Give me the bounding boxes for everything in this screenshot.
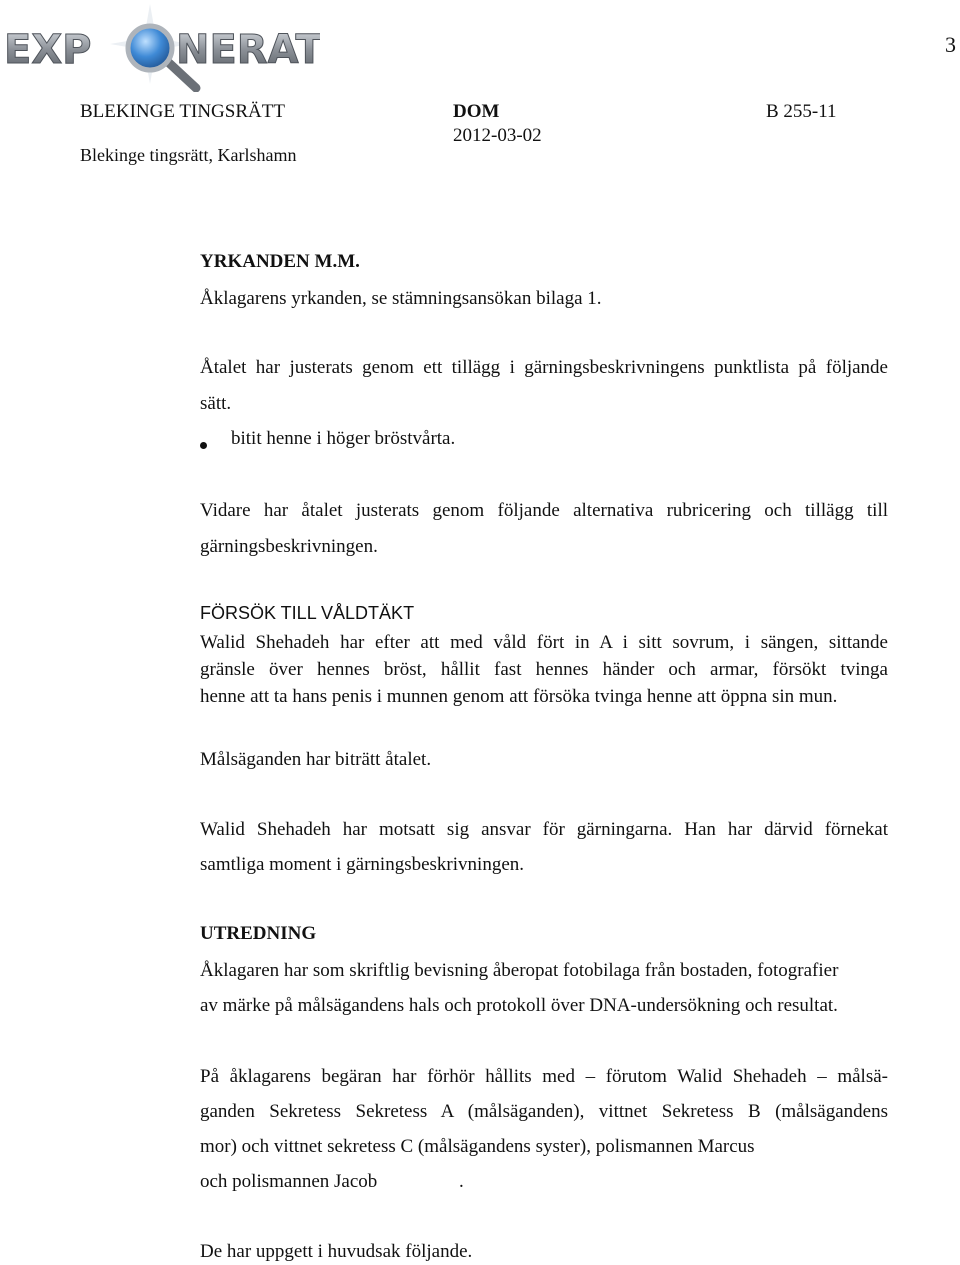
paragraph-forhor-line4-end: .: [459, 1171, 464, 1192]
case-number: B 255-11: [766, 101, 837, 122]
logo-text-right: NERAT: [176, 27, 320, 73]
document-date: 2012-03-02: [453, 125, 542, 146]
logo-graphic: [0, 0, 320, 92]
paragraph-utredning-line1: Åklagaren har som skriftlig bevisning åberopat fotobilaga från bostaden, fotografier: [200, 960, 839, 981]
forsok-line1: Walid Shehadeh har efter att med våld fört in A i sitt sovrum, i sängen, sittande: [200, 632, 888, 653]
exponerat-logo: [0, 0, 320, 92]
paragraph-forhor-line1: På åklagarens begäran har förhör hållits med – förutom Walid Shehadeh – målsä-: [200, 1066, 888, 1087]
forsok-line3: henne att ta hans penis i munnen genom att försöka tvinga henne att öppna sin mun.: [200, 686, 838, 707]
paragraph-malsaganden: Målsäganden har biträtt åtalet.: [200, 749, 432, 770]
bullet-point-icon: [200, 436, 207, 454]
section-heading-yrkanden: YRKANDEN M.M.: [200, 251, 360, 272]
paragraph-forhor-line3: mor) och vittnet sekretess C (målsägandens syster), polismannen Marcus: [200, 1136, 755, 1157]
paragraph-motsatt-line2: samtliga moment i gärningsbeskrivningen.: [200, 854, 525, 875]
document-type: DOM: [453, 101, 500, 122]
paragraph-forhor-line4: och polismannen Jacob: [200, 1171, 378, 1192]
section-heading-forsok: FÖRSÖK TILL VÅLDTÄKT: [200, 603, 415, 623]
paragraph-utredning-line2: av märke på målsägandens hals och protokoll över DNA-undersökning och resultat.: [200, 995, 838, 1016]
paragraph-final: De har uppgett i huvudsak följande.: [200, 1241, 473, 1262]
paragraph-yrkanden: Åklagarens yrkanden, se stämningsansökan bilaga 1.: [200, 288, 602, 309]
paragraph-alternativ-line1: Vidare har åtalet justerats genom följande alternativa rubricering och tillägg till: [200, 500, 888, 521]
forsok-line2: gränsle över hennes bröst, hållit fast hennes händer och armar, försökt tvinga: [200, 659, 888, 680]
bullet-item: bitit henne i höger bröstvårta.: [231, 428, 456, 449]
page-number: 3: [945, 32, 956, 57]
court-name: BLEKINGE TINGSRÄTT: [80, 101, 285, 122]
logo-text-left: EXP: [4, 27, 92, 73]
paragraph-motsatt-line1: Walid Shehadeh har motsatt sig ansvar för gärningarna. Han har därvid förnekat: [200, 819, 888, 840]
paragraph-justering-line2: sätt.: [200, 393, 232, 414]
section-heading-utredning: UTREDNING: [200, 923, 317, 944]
paragraph-justering-line1: Åtalet har justerats genom ett tillägg i gärningsbeskrivningens punktlista på följande: [200, 357, 888, 378]
court-location: Blekinge tingsrätt, Karlshamn: [80, 145, 297, 165]
paragraph-forhor-line2: ganden Sekretess Sekretess A (målsäganden), vittnet Sekretess B (målsägandens: [200, 1101, 888, 1122]
paragraph-alternativ-line2: gärningsbeskrivningen.: [200, 536, 378, 557]
